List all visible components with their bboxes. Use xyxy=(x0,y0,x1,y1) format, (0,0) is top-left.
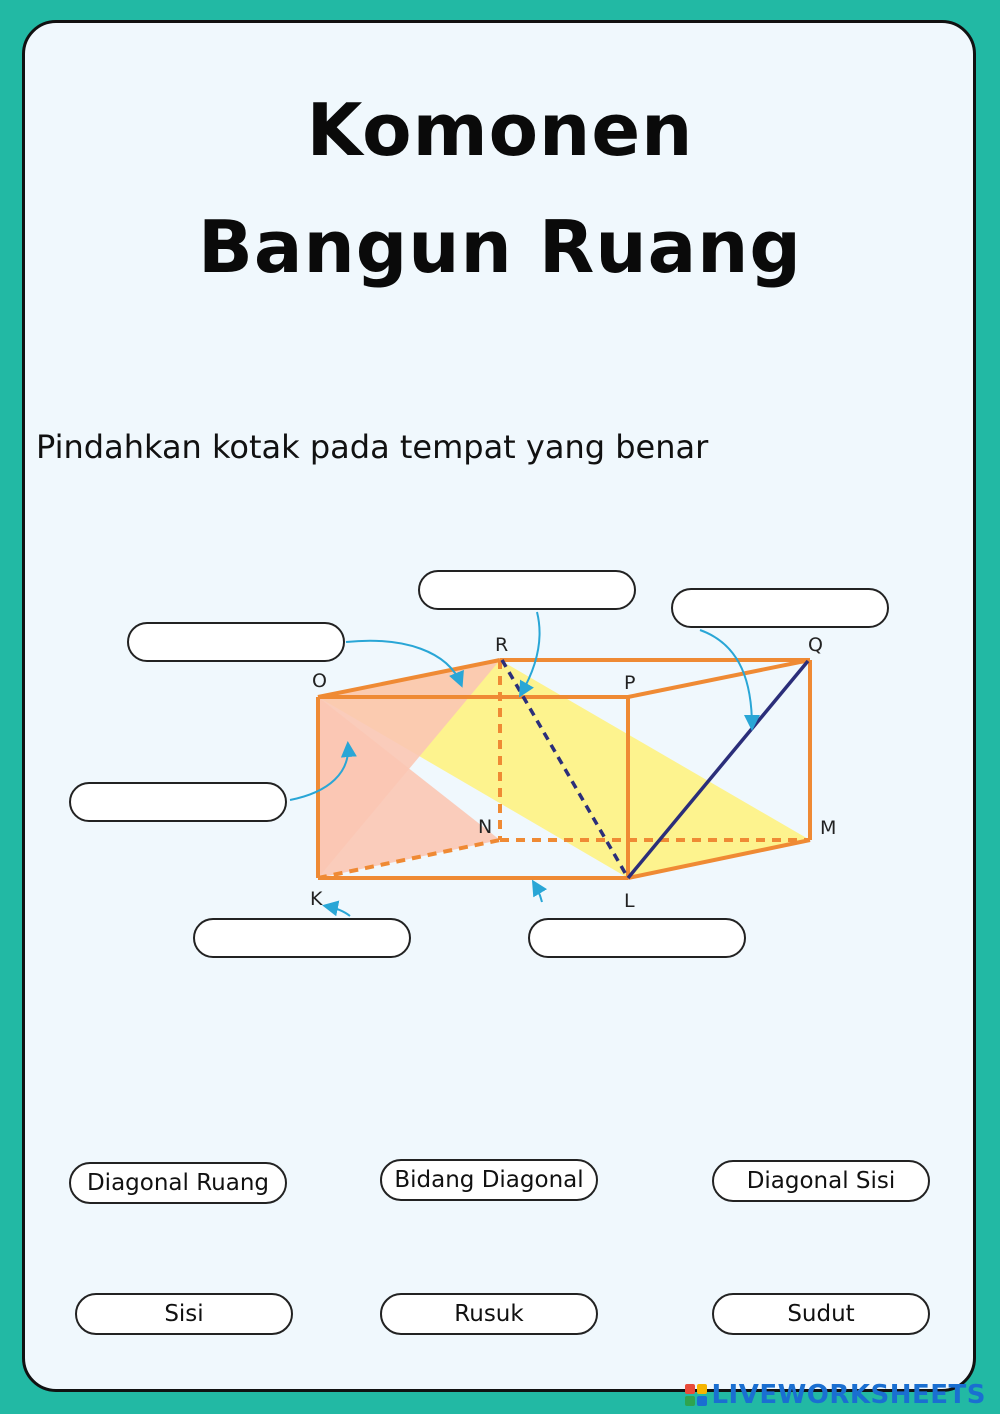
chip-sisi[interactable]: Sisi xyxy=(75,1293,293,1335)
drop-slot-bottom-center[interactable] xyxy=(528,918,746,958)
title-line-1: Komonen xyxy=(306,88,694,172)
vertex-label-L: L xyxy=(624,890,635,912)
drop-slot-top-left[interactable] xyxy=(127,622,345,662)
vertex-label-R: R xyxy=(495,634,509,656)
drop-slot-bottom-left[interactable] xyxy=(193,918,411,958)
arrow-bottom-left xyxy=(326,906,350,916)
vertex-label-M: M xyxy=(820,817,837,839)
chip-diagonal-ruang[interactable]: Diagonal Ruang xyxy=(69,1162,287,1204)
arrow-bottom-center xyxy=(534,883,542,902)
drop-slot-top-center[interactable] xyxy=(418,570,636,610)
vertex-label-P: P xyxy=(624,672,636,694)
drop-slot-top-right[interactable] xyxy=(671,588,889,628)
logo-icon xyxy=(685,1384,707,1406)
chip-rusuk[interactable]: Rusuk xyxy=(380,1293,598,1335)
liveworksheets-logo xyxy=(685,1380,986,1410)
title-line-2: Bangun Ruang xyxy=(198,205,802,289)
vertex-label-N: N xyxy=(478,816,493,838)
vertex-label-Q: Q xyxy=(808,634,823,656)
drop-slot-left[interactable] xyxy=(69,782,287,822)
vertex-label-K: K xyxy=(310,888,323,910)
chip-sudut[interactable]: Sudut xyxy=(712,1293,930,1335)
vertex-label-O: O xyxy=(312,670,327,692)
instruction-text: Pindahkan kotak pada tempat yang benar xyxy=(36,428,709,466)
chip-diagonal-sisi[interactable]: Diagonal Sisi xyxy=(712,1160,930,1202)
logo-text: LIVEWORKSHEETS xyxy=(711,1380,986,1410)
chip-bidang-diagonal[interactable]: Bidang Diagonal xyxy=(380,1159,598,1201)
